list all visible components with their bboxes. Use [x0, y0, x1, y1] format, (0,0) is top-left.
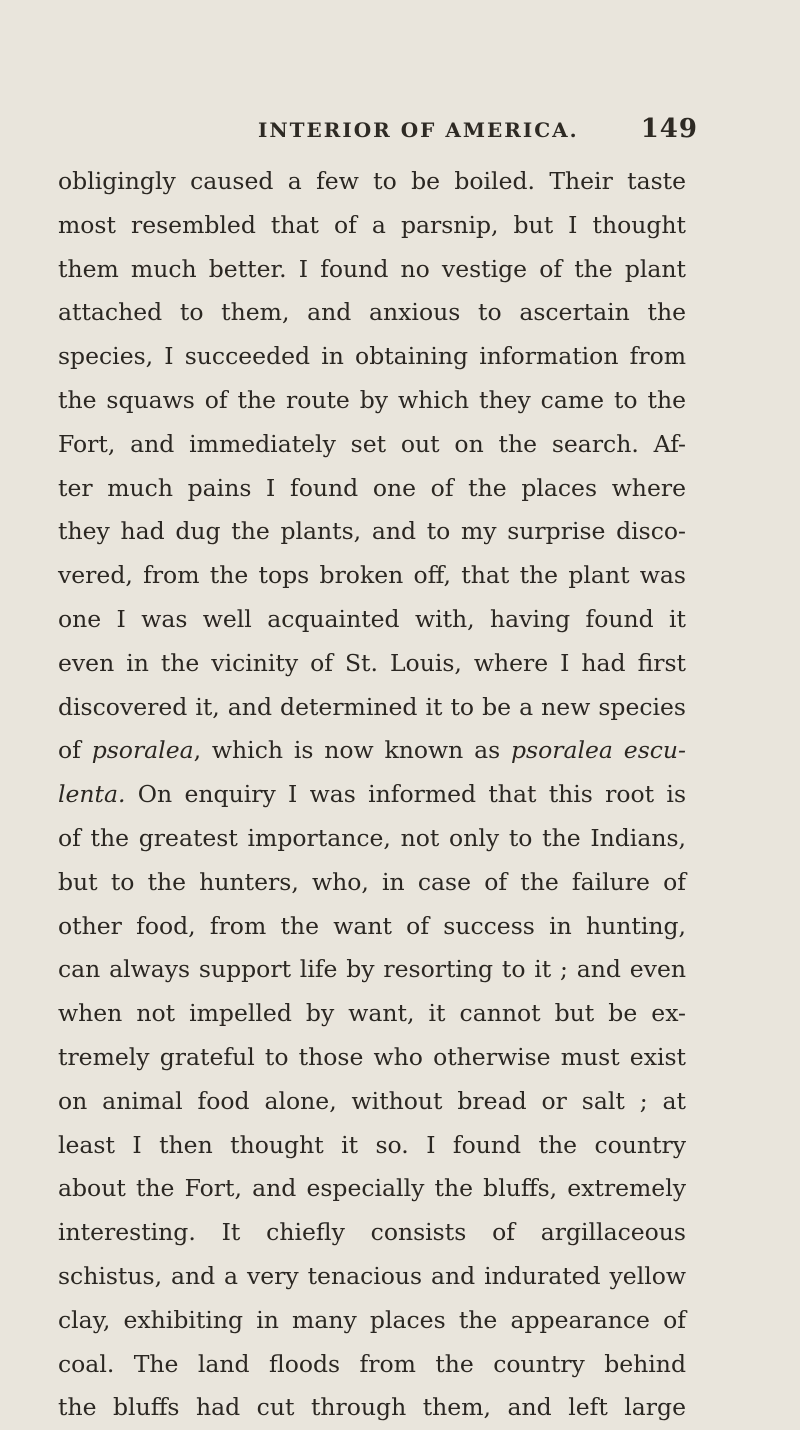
body-text: [58, 160, 686, 1430]
text-span: interesting. It chiefly consists of argillaceous: [58, 1218, 686, 1247]
text-span: Fort, and immediately set out on the search. Af-: [58, 429, 686, 458]
running-head: INTERIOR OF AMERICA.: [258, 118, 579, 142]
text-line: [58, 817, 686, 861]
text-line: [58, 554, 686, 598]
italic-text: psoralea escu-: [511, 736, 686, 765]
text-line: [58, 729, 686, 773]
text-line: [58, 1211, 686, 1255]
text-line: [58, 379, 686, 423]
text-span: on animal food alone, without bread or salt ; at: [58, 1086, 686, 1115]
text-line: [58, 248, 686, 292]
text-line: [58, 204, 686, 248]
text-span: species, I succeeded in obtaining information from: [58, 342, 686, 371]
text-span: ter much pains I found one of the places where: [58, 473, 686, 502]
text-span: , which is now known as: [193, 736, 512, 765]
text-span: On enquiry I was informed that this root is: [125, 780, 686, 809]
text-span: them much better. I found no vestige of the plant: [58, 254, 686, 283]
text-line: [58, 992, 686, 1036]
text-span: the squaws of the route by which they came to the: [58, 385, 686, 414]
text-line: [58, 1167, 686, 1211]
text-span: vered, from the tops broken off, that the plant was: [58, 561, 686, 590]
text-line: [58, 291, 686, 335]
text-line: [58, 467, 686, 511]
text-span: obligingly caused a few to be boiled. Their taste: [58, 167, 686, 195]
text-line: [58, 905, 686, 949]
page-number: 149: [640, 114, 698, 144]
text-line: [58, 598, 686, 642]
text-span: one I was well acquainted with, having found it: [58, 604, 686, 633]
text-span: tremely grateful to those who otherwise must exist: [58, 1042, 686, 1071]
text-span: when not impelled by want, it cannot but be ex-: [58, 999, 686, 1028]
text-line: [58, 1386, 686, 1430]
page-header: [258, 114, 698, 158]
text-span: clay, exhibiting in many places the appearance of: [58, 1305, 686, 1334]
text-span: they had dug the plants, and to my surprise disco-: [58, 517, 686, 546]
text-line: [58, 1299, 686, 1343]
text-span: least I then thought it so. I found the country: [58, 1130, 686, 1159]
text-span: schistus, and a very tenacious and indurated yellow: [58, 1261, 686, 1290]
text-span: discovered it, and determined it to be a new species: [58, 692, 686, 721]
text-span: but to the hunters, who, in case of the failure of: [58, 867, 686, 896]
text-line: [58, 510, 686, 554]
text-line: [58, 861, 686, 905]
text-span: attached to them, and anxious to ascertain the: [58, 298, 686, 327]
text-line: [58, 1255, 686, 1299]
text-span: most resembled that of a parsnip, but I thought: [58, 210, 686, 239]
text-span: of: [58, 736, 92, 765]
text-span: coal. The land floods from the country behind: [58, 1349, 686, 1378]
italic-text: psoralea: [91, 736, 194, 765]
text-line: [58, 423, 686, 467]
text-line: [58, 948, 686, 992]
text-span: can always support life by resorting to it ; and even: [58, 955, 686, 984]
text-span: about the Fort, and especially the bluffs, extremely: [58, 1174, 686, 1203]
italic-text: lenta.: [58, 780, 126, 809]
text-line: [58, 1036, 686, 1080]
text-line: [58, 686, 686, 730]
text-span: even in the vicinity of St. Louis, where I had first: [58, 648, 686, 677]
text-span: the bluffs had cut through them, and left large: [58, 1393, 686, 1422]
text-line: [58, 1080, 686, 1124]
text-span: other food, from the want of success in hunting,: [58, 911, 686, 940]
text-line: [58, 773, 686, 817]
text-line: [58, 642, 686, 686]
text-line: [58, 160, 686, 204]
text-span: of the greatest importance, not only to the Indians,: [58, 823, 686, 852]
text-line: [58, 1343, 686, 1387]
text-line: [58, 335, 686, 379]
text-line: [58, 1124, 686, 1168]
